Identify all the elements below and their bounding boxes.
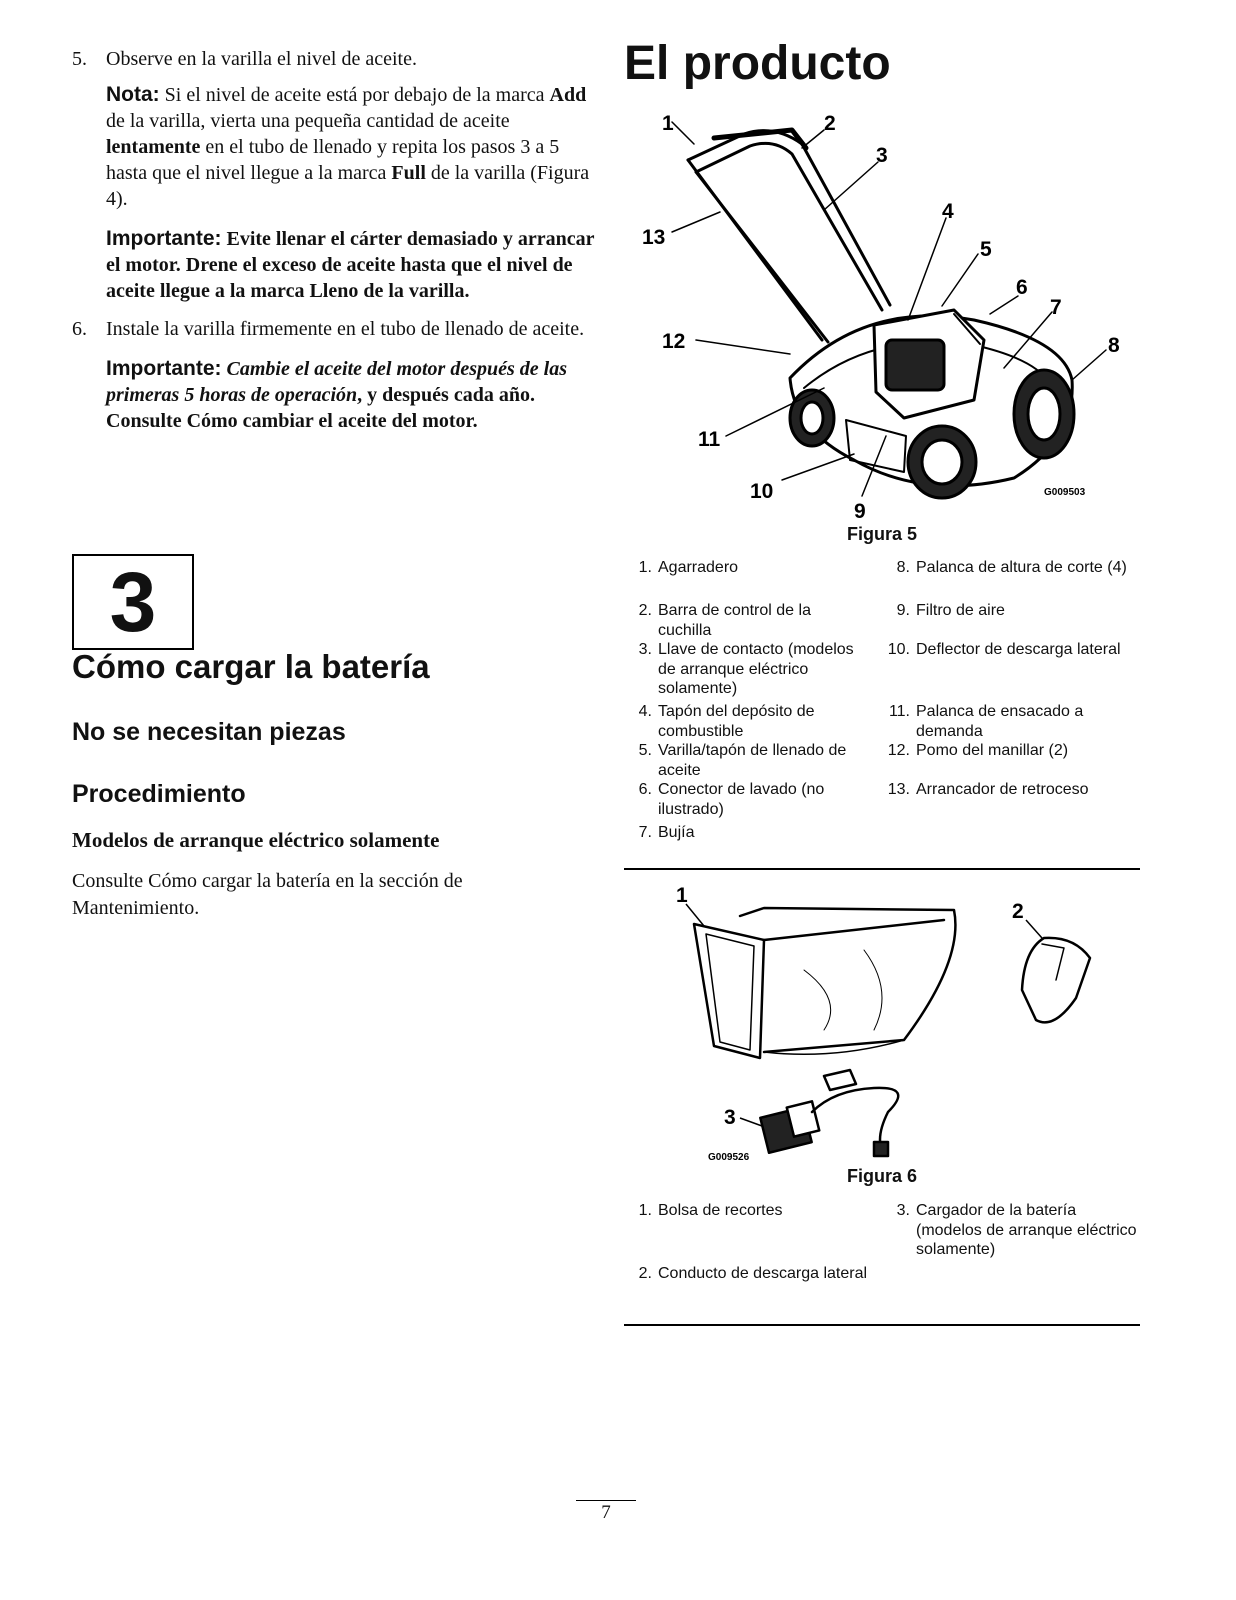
callout-1: 1 [662,112,674,135]
legend-text: Agarradero [658,559,739,576]
page-number: 7 [601,1502,611,1523]
legend-number: 3. [896,1202,910,1219]
legend-number: 1. [638,559,652,576]
legend-text: Llave de contacto (modelos de arranque eléctrico solamente) [658,641,854,697]
section-heading: Cómo cargar la batería [72,648,430,685]
legend-text: Conector de lavado (no ilustrado) [658,781,825,818]
legend-number: 2. [638,1265,652,1282]
divider [624,868,1140,870]
step-text: Instale la varilla firmemente en el tubo de llenado de aceite. [106,318,585,340]
legend-number: 13. [887,781,910,798]
step-text: Observe en la varilla el nivel de aceite. [106,48,417,70]
lawnmower-figure [624,100,1136,520]
note-paragraph [106,82,602,212]
legend-text: Barra de control de la cuchilla [658,602,811,639]
figure-6-legend [624,1201,1140,1311]
callout-6: 6 [1016,276,1028,299]
legend-number: 9. [896,602,910,619]
step-number: 6. [72,318,87,340]
left-column [72,46,602,919]
important-text: , y después cada año. Consulte Cómo cambiar el aceite del motor. [106,384,535,432]
legend-text: Palanca de ensacado a demanda [916,703,1084,740]
subheading-models: Modelos de arranque eléctrico solamente [72,828,440,852]
legend-number: 5. [638,742,652,759]
legend-text: Arrancador de retroceso [916,781,1089,798]
legend-text: Pomo del manillar (2) [916,742,1069,759]
legend-text: Tapón del depósito de combustible [658,703,815,740]
section-number-box: 3 [72,554,194,650]
legend-number: 10. [887,641,910,658]
callout-11: 11 [698,428,721,451]
important-2 [106,356,602,434]
important-label: Importante: [106,357,222,380]
legend-number: 3. [638,641,652,658]
important-text: Evite llenar el cárter demasiado y arrancar el motor. Drene el exceso de aceite hasta que el nivel de aceite llegue a la marca Lleno de la varilla. [106,228,595,302]
accessories-figure [624,880,1136,1170]
callout-13: 13 [642,226,666,249]
step-6 [72,316,602,342]
note-text: Si el nivel de aceite está por debajo de la marca [159,84,550,106]
legend-text: Palanca de altura de corte (4) [916,559,1127,576]
page-number-rule [576,1500,636,1501]
legend-number: 6. [638,781,652,798]
step-number: 5. [72,48,87,70]
note-text: en el tubo de llenado y repita los pasos 3 a 5 hasta que el nivel llegue a la marca [106,136,560,184]
callout-1: 1 [676,884,688,907]
legend-text: Conducto de descarga lateral [658,1265,868,1282]
legend-text: Varilla/tapón de llenado de aceite [658,742,847,779]
callout-7: 7 [1050,296,1062,319]
note-label: Nota: [106,83,160,106]
callout-12: 12 [662,330,686,353]
legend-number: 1. [638,1202,652,1219]
note-text: de la varilla, vierta una pequeña cantidad de aceite [106,110,510,132]
callout-4: 4 [942,200,954,223]
subheading-parts: No se necesitan piezas [72,718,346,746]
figure-5-legend [624,558,1140,848]
legend-number: 4. [638,703,652,720]
important-1 [106,226,602,304]
callout-2: 2 [824,112,836,135]
callout-3: 3 [876,144,888,167]
callout-8: 8 [1108,334,1120,357]
callout-10: 10 [750,480,774,503]
note-bold: lentamente [106,136,201,158]
body-paragraph: Consulte Cómo cargar la batería en la sección de Mantenimiento. [72,870,463,919]
legend-number: 2. [638,602,652,619]
subheading-procedure: Procedimiento [72,780,246,808]
note-text: de la varilla (Figura 4). [106,162,590,210]
figure-6-caption: Figura 6 [846,1166,917,1186]
step-5 [72,46,602,72]
important-italic: Cambie el aceite del motor después de las primeras 5 horas de operación [106,358,567,406]
callout-2: 2 [1012,900,1024,923]
figure-code: G009526 [708,1152,750,1163]
divider [624,1324,1140,1326]
figure-5-caption: Figura 5 [846,524,917,544]
legend-text: Bolsa de recortes [658,1202,783,1219]
legend-number: 11. [888,703,910,720]
figure-code: G009503 [1044,487,1086,498]
legend-text: Bujía [658,824,695,841]
page-title: El producto [624,37,891,90]
callout-3: 3 [724,1106,736,1129]
legend-text: Cargador de la batería (modelos de arranque eléctrico solamente) [916,1202,1137,1258]
legend-number: 7. [638,824,652,841]
legend-text: Filtro de aire [916,602,1005,619]
callout-5: 5 [980,238,992,261]
legend-text: Deflector de descarga lateral [916,641,1121,658]
legend-number: 8. [896,559,910,576]
note-bold: Full [391,162,426,184]
callout-9: 9 [854,500,866,520]
note-bold: Add [549,84,587,106]
legend-number: 12. [887,742,910,759]
important-label: Importante: [106,227,222,250]
